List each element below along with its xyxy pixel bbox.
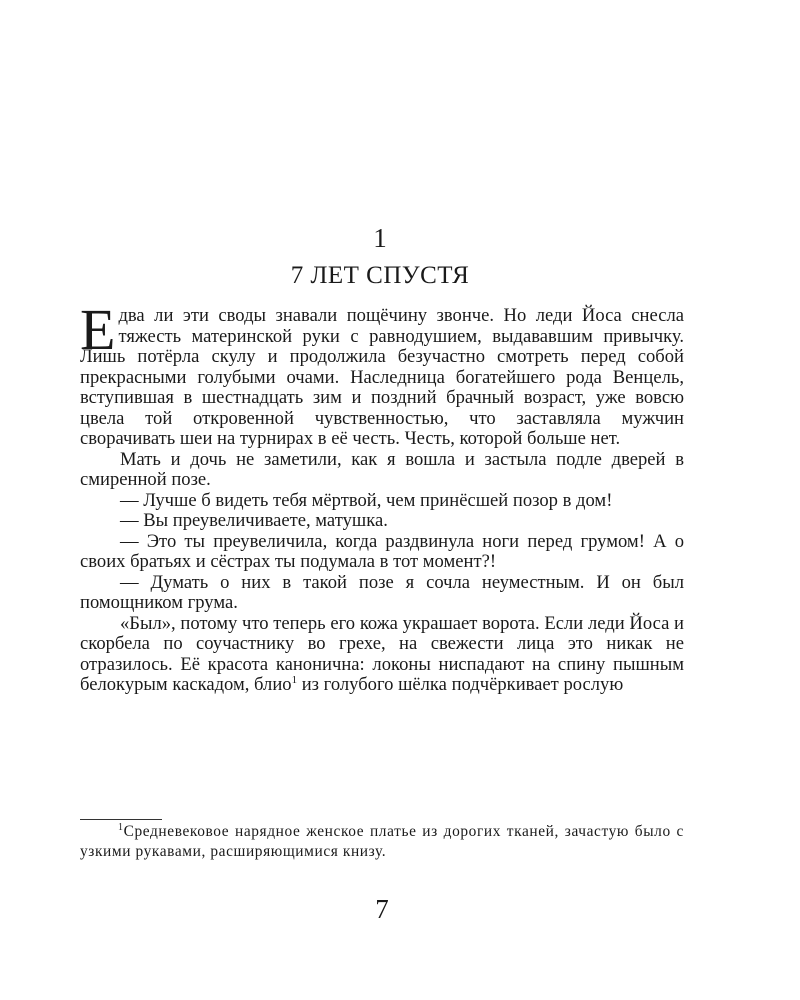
chapter-title: 7 ЛЕТ СПУСТЯ bbox=[290, 262, 470, 289]
footnote-mark: 1 bbox=[118, 822, 124, 833]
body-text bbox=[80, 297, 684, 696]
chapter-number: 1 bbox=[373, 223, 387, 253]
paragraph: — Вы преувеличиваете, матушка. bbox=[120, 510, 388, 531]
footnote bbox=[80, 822, 684, 862]
paragraph: Мать и дочь не заметили, как я вошла и застыла подле дверей в смиренной позе. bbox=[80, 448, 684, 490]
footnote-reference: 1 bbox=[291, 674, 298, 686]
paragraph: — Лучше б видеть тебя мёртвой, чем принёсшей позор в дом! bbox=[120, 489, 613, 511]
drop-cap: Е bbox=[80, 297, 116, 362]
paragraph: — Думать о них в такой позе я сочла неуместным. И он был помощником грума. bbox=[80, 571, 684, 613]
paragraph: — Это ты преувеличила, когда раздвинула ноги перед грумом! А о своих братьях и сёстрах ты подумала в тот момент?! bbox=[80, 530, 684, 572]
footnote-text: Средневековое нарядное женское платье из дорогих тканей, зачастую было с узкими рукавами, расширяющимися книзу. bbox=[80, 823, 684, 860]
paragraph-text: из голубого шёлка подчёркивает рослую bbox=[297, 674, 624, 695]
paragraph bbox=[80, 614, 684, 696]
paragraph bbox=[80, 297, 684, 450]
paragraph-text: два ли эти своды знавали пощёчину звонче. Но леди Йоса снесла тяжесть материнской руки с равнодушием, выдававшим привычку. Лишь потёрла скулу и продолжила безучастно смотреть перед собой прекрасными голубыми очами. Наследница богатейшего рода Венцель, вступившая в шестнадцать зим и поздний брачный возраст, уже вовсю цвела той откровенной чувственностью, что заставляла мужчин сворачивать шеи на турнирах в её честь. Честь, которой больше нет. bbox=[80, 305, 684, 449]
footnote-divider bbox=[80, 819, 162, 820]
page-number: 7 bbox=[375, 894, 389, 924]
paragraph-text: «Был», потому что теперь его кожа украшает ворота. Если леди Йоса и скорбела по соучастнику во грехе, на свежести лица это никак не отразилось. Её красота канонична: локоны ниспадают на спину пышным белокурым каскадом, блио bbox=[80, 612, 684, 695]
